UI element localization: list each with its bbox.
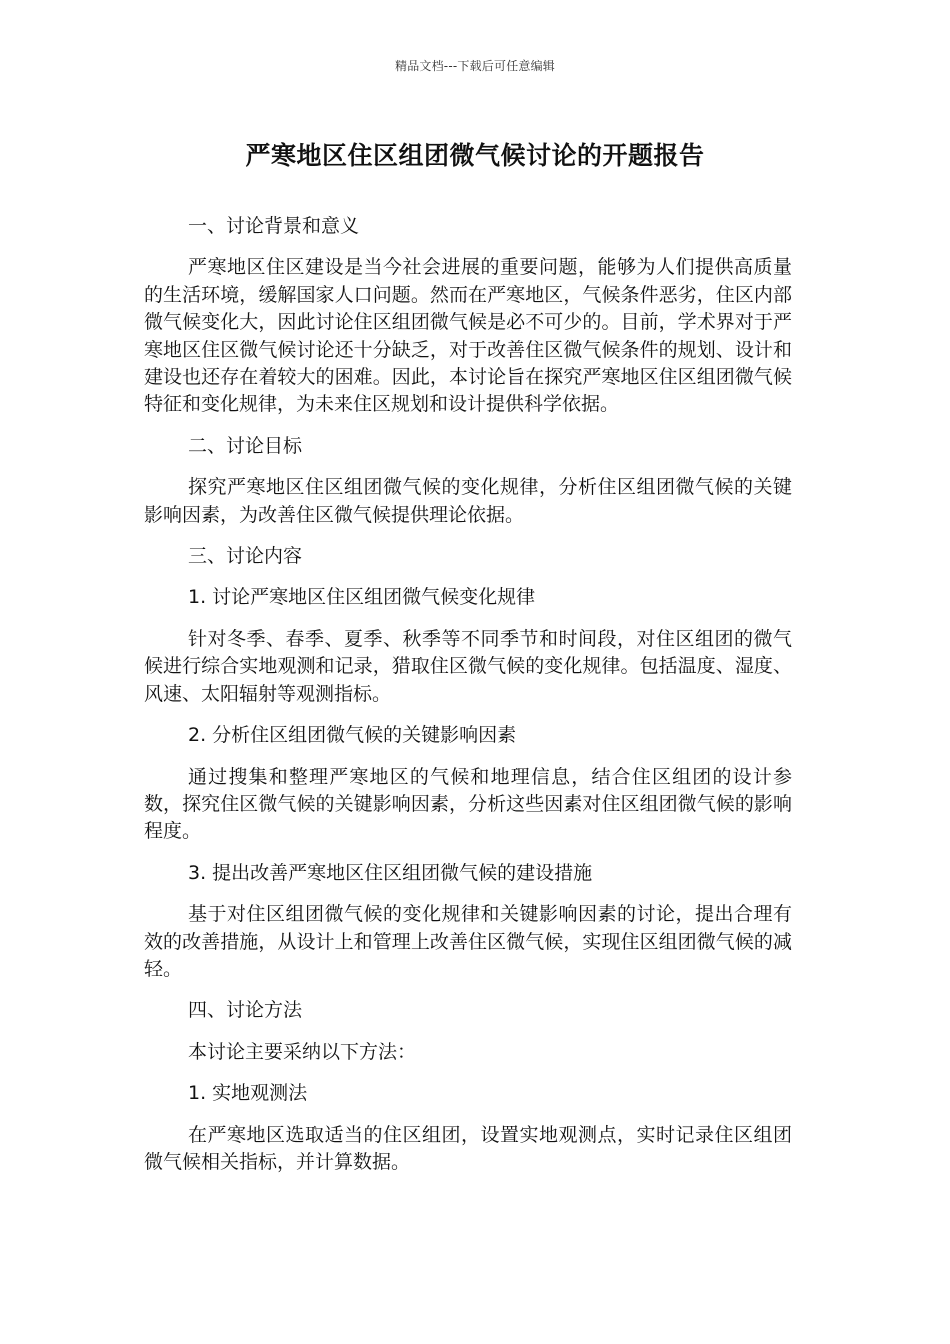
paragraph-goal: 探究严寒地区住区组团微气候的变化规律，分析住区组团微气候的关键影响因素，为改善住区微气候提供理论依据。 bbox=[144, 476, 792, 526]
section-heading-goal: 二、讨论目标 bbox=[188, 434, 303, 457]
paragraph-method-item-1: 在严寒地区选取适当的住区组团，设置实地观测点，实时记录住区组团微气候相关指标，并计算数据。 bbox=[144, 1123, 792, 1173]
header-note: 精品文档---下载后可任意编辑 bbox=[395, 59, 555, 73]
subheading-content-item-3: 3. 提出改善严寒地区住区组团微气候的建设措施 bbox=[188, 861, 593, 884]
document-title: 严寒地区住区组团微气候讨论的开题报告 bbox=[245, 141, 705, 170]
section-heading-content: 三、讨论内容 bbox=[188, 545, 303, 568]
subheading-content-item-1: 1. 讨论严寒地区住区组团微气候变化规律 bbox=[188, 586, 536, 609]
paragraph-method-intro: 本讨论主要采纳以下方法： bbox=[188, 1040, 417, 1063]
document-body bbox=[144, 213, 792, 1190]
section-heading-method: 四、讨论方法 bbox=[188, 999, 303, 1022]
paragraph-content-item-3: 基于对住区组团微气候的变化规律和关键影响因素的讨论，提出合理有效的改善措施，从设计上和管理上改善住区微气候，实现住区组团微气候的减轻。 bbox=[144, 903, 792, 980]
subheading-method-item-1: 1. 实地观测法 bbox=[188, 1082, 308, 1105]
paragraph-content-item-2: 通过搜集和整理严寒地区的气候和地理信息，结合住区组团的设计参数，探究住区微气候的关键影响因素，分析这些因素对住区组团微气候的影响程度。 bbox=[144, 765, 792, 843]
paragraph-content-item-1: 针对冬季、春季、夏季、秋季等不同季节和时间段，对住区组团的微气候进行综合实地观测和记录，猎取住区微气候的变化规律。包括温度、湿度、风速、太阳辐射等观测指标。 bbox=[144, 627, 792, 705]
paragraph-background: 严寒地区住区建设是当今社会进展的重要问题，能够为人们提供高质量的生活环境，缓解国家人口问题。然而在严寒地区，气候条件恶劣，住区内部微气候变化大，因此讨论住区组团微气候是必不可少的。目前，学术界对于严寒地区住区微气候讨论还十分缺乏，对于改善住区微气候条件的规划、设计和建设也还存在着较大的困难。因此，本讨论旨在探究严寒地区住区组团微气候特征和变化规律，为未来住区规划和设计提供科学依据。 bbox=[144, 256, 792, 416]
subheading-content-item-2: 2. 分析住区组团微气候的关键影响因素 bbox=[188, 724, 517, 747]
section-heading-background: 一、讨论背景和意义 bbox=[188, 215, 360, 237]
